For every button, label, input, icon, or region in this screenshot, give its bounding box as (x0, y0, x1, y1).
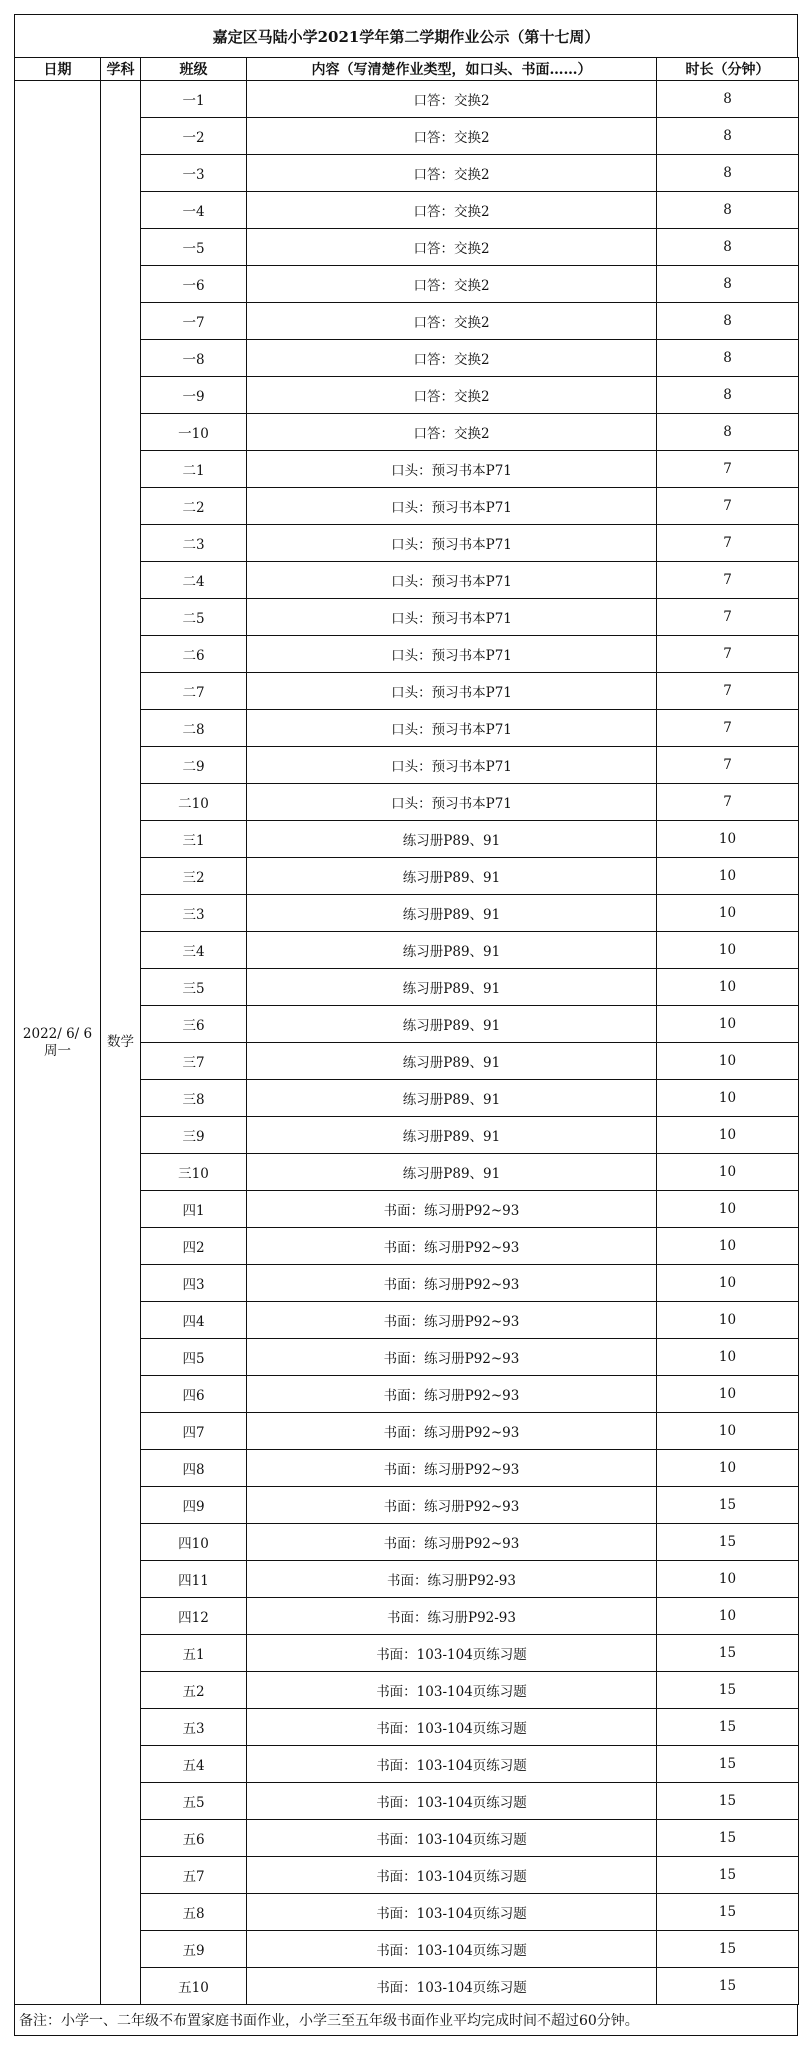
class-cell: 五5 (141, 1783, 247, 1820)
content-cell: 口答：交换2 (247, 118, 657, 155)
class-cell: 四4 (141, 1302, 247, 1339)
duration-cell: 10 (657, 1376, 799, 1413)
content-cell: 书面：练习册P92~93 (247, 1487, 657, 1524)
content-cell: 口答：交换2 (247, 377, 657, 414)
duration-cell: 15 (657, 1635, 799, 1672)
content-cell: 书面：练习册P92~93 (247, 1376, 657, 1413)
duration-cell: 10 (657, 1228, 799, 1265)
content-cell: 口头：预习书本P71 (247, 451, 657, 488)
duration-cell: 15 (657, 1709, 799, 1746)
content-cell: 书面：练习册P92~93 (247, 1302, 657, 1339)
duration-cell: 10 (657, 1043, 799, 1080)
duration-cell: 15 (657, 1672, 799, 1709)
class-cell: 四12 (141, 1598, 247, 1635)
class-cell: 一1 (141, 81, 247, 118)
duration-cell: 10 (657, 1561, 799, 1598)
class-cell: 一9 (141, 377, 247, 414)
duration-cell: 8 (657, 229, 799, 266)
date-line: 周一 (44, 1042, 71, 1059)
duration-cell: 7 (657, 525, 799, 562)
header-class: 班级 (141, 58, 247, 81)
content-cell: 口头：预习书本P71 (247, 636, 657, 673)
duration-cell: 7 (657, 562, 799, 599)
duration-cell: 10 (657, 1117, 799, 1154)
duration-cell: 7 (657, 710, 799, 747)
content-cell: 口答：交换2 (247, 81, 657, 118)
class-cell: 三8 (141, 1080, 247, 1117)
class-cell: 二1 (141, 451, 247, 488)
class-cell: 四3 (141, 1265, 247, 1302)
header-content: 内容（写清楚作业类型，如口头、书面……） (247, 58, 657, 81)
content-cell: 口答：交换2 (247, 266, 657, 303)
content-cell: 书面：练习册P92~93 (247, 1524, 657, 1561)
content-cell: 口答：交换2 (247, 303, 657, 340)
duration-cell: 10 (657, 895, 799, 932)
class-cell: 一4 (141, 192, 247, 229)
content-cell: 书面：103-104页练习题 (247, 1635, 657, 1672)
duration-cell: 8 (657, 303, 799, 340)
content-cell: 口答：交换2 (247, 229, 657, 266)
class-cell: 三1 (141, 821, 247, 858)
content-cell: 练习册P89、91 (247, 821, 657, 858)
duration-cell: 8 (657, 118, 799, 155)
content-cell: 书面：练习册P92~93 (247, 1413, 657, 1450)
duration-cell: 15 (657, 1857, 799, 1894)
content-cell: 书面：练习册P92~93 (247, 1265, 657, 1302)
duration-cell: 10 (657, 1265, 799, 1302)
duration-cell: 10 (657, 1154, 799, 1191)
duration-cell: 8 (657, 266, 799, 303)
class-cell: 五7 (141, 1857, 247, 1894)
content-cell: 书面：103-104页练习题 (247, 1857, 657, 1894)
content-cell: 口答：交换2 (247, 155, 657, 192)
content-cell: 书面：103-104页练习题 (247, 1820, 657, 1857)
duration-cell: 10 (657, 858, 799, 895)
class-cell: 五6 (141, 1820, 247, 1857)
content-cell: 口答：交换2 (247, 414, 657, 451)
class-cell: 五8 (141, 1894, 247, 1931)
class-cell: 二6 (141, 636, 247, 673)
content-cell: 书面：103-104页练习题 (247, 1931, 657, 1968)
duration-cell: 15 (657, 1894, 799, 1931)
class-cell: 二5 (141, 599, 247, 636)
duration-cell: 15 (657, 1931, 799, 1968)
class-cell: 四6 (141, 1376, 247, 1413)
class-cell: 五3 (141, 1709, 247, 1746)
content-cell: 练习册P89、91 (247, 1154, 657, 1191)
duration-cell: 15 (657, 1746, 799, 1783)
content-cell: 书面：练习册P92~93 (247, 1339, 657, 1376)
duration-cell: 7 (657, 451, 799, 488)
date-line: 2022/ 6/ 6 (22, 1025, 93, 1042)
content-cell: 书面：练习册P92-93 (247, 1561, 657, 1598)
class-cell: 四8 (141, 1450, 247, 1487)
content-cell: 口头：预习书本P71 (247, 710, 657, 747)
sheet-title: 嘉定区马陆小学2021学年第二学期作业公示（第十七周） (14, 14, 798, 57)
class-cell: 二8 (141, 710, 247, 747)
duration-cell: 15 (657, 1783, 799, 1820)
content-cell: 书面：103-104页练习题 (247, 1783, 657, 1820)
content-cell: 练习册P89、91 (247, 932, 657, 969)
date-cell (15, 81, 101, 2005)
content-cell: 书面：练习册P92~93 (247, 1191, 657, 1228)
content-cell: 练习册P89、91 (247, 1043, 657, 1080)
header-duration: 时长（分钟） (657, 58, 799, 81)
content-cell: 书面：练习册P92~93 (247, 1228, 657, 1265)
duration-cell: 10 (657, 1598, 799, 1635)
duration-cell: 8 (657, 377, 799, 414)
content-cell: 书面：103-104页练习题 (247, 1709, 657, 1746)
duration-cell: 7 (657, 599, 799, 636)
content-cell: 口头：预习书本P71 (247, 562, 657, 599)
duration-cell: 10 (657, 1191, 799, 1228)
duration-cell: 7 (657, 636, 799, 673)
class-cell: 五9 (141, 1931, 247, 1968)
content-cell: 练习册P89、91 (247, 969, 657, 1006)
class-cell: 四1 (141, 1191, 247, 1228)
class-cell: 三3 (141, 895, 247, 932)
class-cell: 二3 (141, 525, 247, 562)
class-cell: 三7 (141, 1043, 247, 1080)
content-cell: 书面：103-104页练习题 (247, 1894, 657, 1931)
class-cell: 一8 (141, 340, 247, 377)
content-cell: 练习册P89、91 (247, 858, 657, 895)
duration-cell: 7 (657, 673, 799, 710)
duration-cell: 7 (657, 784, 799, 821)
duration-cell: 10 (657, 1450, 799, 1487)
header-date: 日期 (15, 58, 101, 81)
content-cell: 练习册P89、91 (247, 1117, 657, 1154)
table-row (15, 81, 799, 118)
class-cell: 四5 (141, 1339, 247, 1376)
class-cell: 四11 (141, 1561, 247, 1598)
duration-cell: 8 (657, 155, 799, 192)
content-cell: 口头：预习书本P71 (247, 784, 657, 821)
class-cell: 二9 (141, 747, 247, 784)
duration-cell: 10 (657, 969, 799, 1006)
content-cell: 口头：预习书本P71 (247, 747, 657, 784)
class-cell: 三2 (141, 858, 247, 895)
content-cell: 书面：103-104页练习题 (247, 1746, 657, 1783)
class-cell: 一2 (141, 118, 247, 155)
header-row (15, 58, 799, 81)
homework-sheet (14, 14, 798, 2036)
duration-cell: 10 (657, 1006, 799, 1043)
header-subject: 学科 (101, 58, 141, 81)
duration-cell: 10 (657, 932, 799, 969)
duration-cell: 8 (657, 414, 799, 451)
content-cell: 练习册P89、91 (247, 1006, 657, 1043)
class-cell: 一7 (141, 303, 247, 340)
content-cell: 口头：预习书本P71 (247, 673, 657, 710)
class-cell: 二4 (141, 562, 247, 599)
class-cell: 二10 (141, 784, 247, 821)
homework-table (14, 57, 799, 2005)
class-cell: 二2 (141, 488, 247, 525)
subject-cell: 数学 (101, 81, 141, 2005)
duration-cell: 7 (657, 488, 799, 525)
duration-cell: 10 (657, 1339, 799, 1376)
class-cell: 一10 (141, 414, 247, 451)
duration-cell: 7 (657, 747, 799, 784)
class-cell: 四10 (141, 1524, 247, 1561)
class-cell: 四7 (141, 1413, 247, 1450)
class-cell: 三9 (141, 1117, 247, 1154)
content-cell: 口头：预习书本P71 (247, 599, 657, 636)
duration-cell: 10 (657, 1302, 799, 1339)
content-cell: 书面：练习册P92~93 (247, 1450, 657, 1487)
duration-cell: 8 (657, 340, 799, 377)
class-cell: 一6 (141, 266, 247, 303)
duration-cell: 15 (657, 1487, 799, 1524)
class-cell: 五1 (141, 1635, 247, 1672)
class-cell: 一3 (141, 155, 247, 192)
content-cell: 练习册P89、91 (247, 895, 657, 932)
content-cell: 书面：103-104页练习题 (247, 1672, 657, 1709)
class-cell: 四2 (141, 1228, 247, 1265)
class-cell: 三4 (141, 932, 247, 969)
class-cell: 二7 (141, 673, 247, 710)
table-body (15, 81, 799, 2005)
class-cell: 五10 (141, 1968, 247, 2005)
duration-cell: 8 (657, 81, 799, 118)
class-cell: 五2 (141, 1672, 247, 1709)
content-cell: 口答：交换2 (247, 192, 657, 229)
content-cell: 书面：练习册P92-93 (247, 1598, 657, 1635)
duration-cell: 10 (657, 1413, 799, 1450)
class-cell: 五4 (141, 1746, 247, 1783)
duration-cell: 15 (657, 1968, 799, 2005)
content-cell: 书面：103-104页练习题 (247, 1968, 657, 2005)
duration-cell: 10 (657, 1080, 799, 1117)
duration-cell: 15 (657, 1524, 799, 1561)
content-cell: 口答：交换2 (247, 340, 657, 377)
footnote: 备注：小学一、二年级不布置家庭书面作业，小学三至五年级书面作业平均完成时间不超过60分钟。 (14, 2005, 798, 2036)
duration-cell: 8 (657, 192, 799, 229)
content-cell: 口头：预习书本P71 (247, 525, 657, 562)
class-cell: 三5 (141, 969, 247, 1006)
class-cell: 四9 (141, 1487, 247, 1524)
content-cell: 口头：预习书本P71 (247, 488, 657, 525)
duration-cell: 10 (657, 821, 799, 858)
class-cell: 三10 (141, 1154, 247, 1191)
class-cell: 三6 (141, 1006, 247, 1043)
class-cell: 一5 (141, 229, 247, 266)
duration-cell: 15 (657, 1820, 799, 1857)
content-cell: 练习册P89、91 (247, 1080, 657, 1117)
